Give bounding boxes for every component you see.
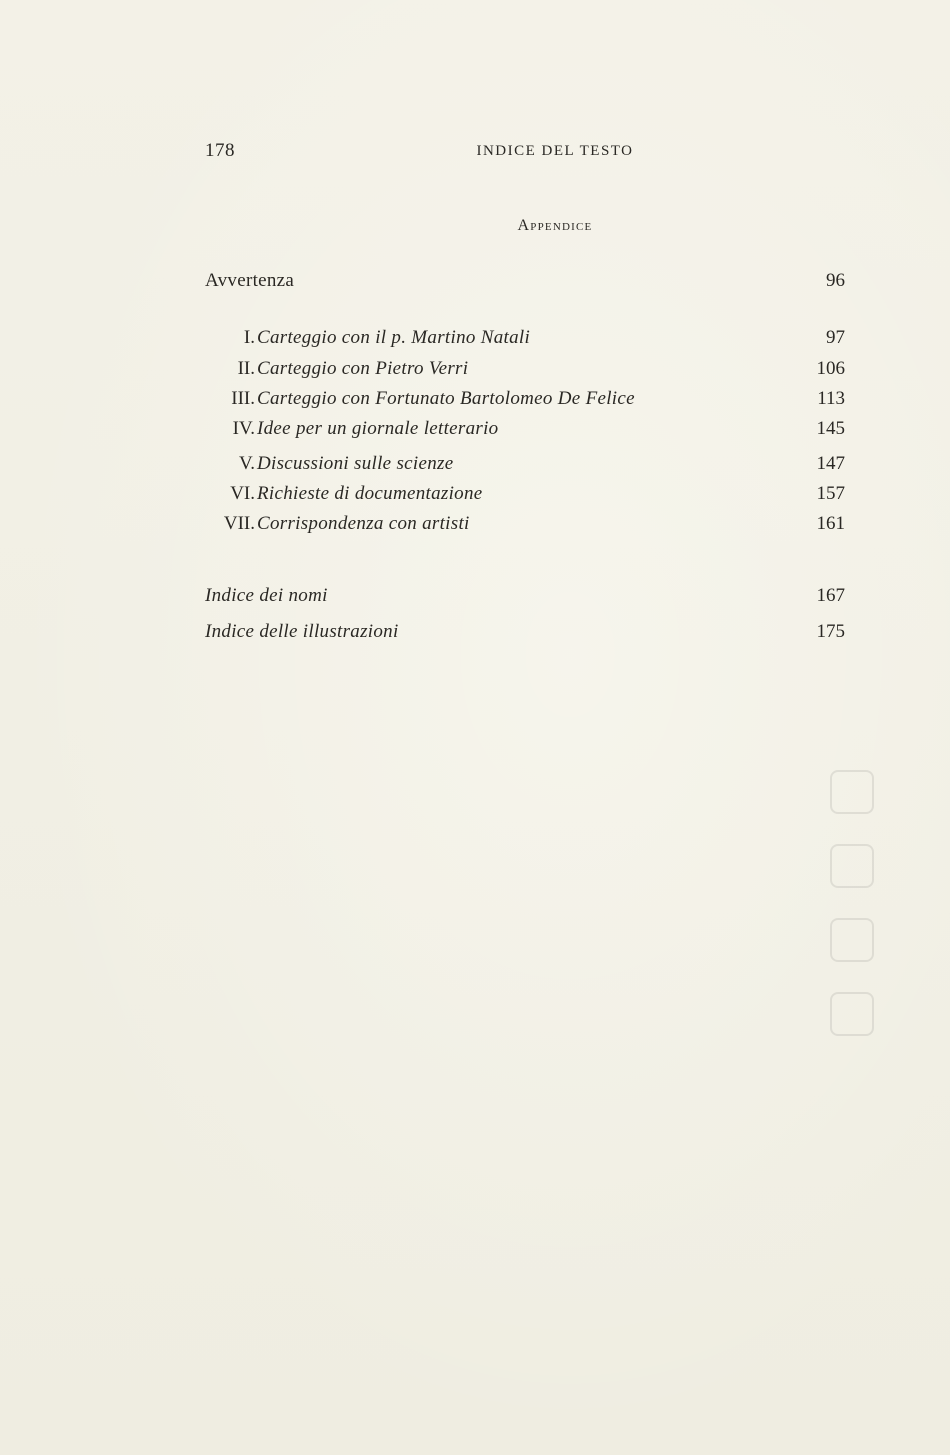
page-header (205, 140, 845, 164)
index-page: 167 (816, 585, 845, 606)
page-number: 178 (205, 140, 235, 161)
toc-entry-chapter (205, 325, 845, 351)
toc-entry-page: 96 (826, 270, 845, 291)
chapter-number: IV. (232, 418, 255, 439)
bleed-through-marks (720, 740, 870, 1260)
chapter-page: 145 (816, 418, 845, 439)
chapter-title: Carteggio con Fortunato Bartolomeo De Felice (257, 388, 635, 409)
chapter-page: 97 (826, 327, 845, 348)
toc-entry-chapter (205, 511, 845, 537)
toc-entry-title: Avvertenza (205, 270, 295, 291)
toc-entry-avvertenza (205, 268, 845, 294)
chapter-title: Carteggio con il p. Martino Natali (257, 327, 531, 348)
chapter-page: 161 (816, 513, 845, 534)
chapter-number: III. (231, 388, 255, 409)
chapter-title: Discussioni sulle scienze (257, 453, 454, 474)
chapter-number: V. (238, 453, 255, 474)
section-title: Appendice (517, 217, 593, 234)
chapter-number: I. (243, 327, 255, 348)
chapter-page: 147 (816, 453, 845, 474)
toc-entry-chapter (205, 481, 845, 507)
toc-entry-index (205, 583, 845, 609)
chapter-page: 157 (816, 483, 845, 504)
chapter-title: Carteggio con Pietro Verri (257, 358, 469, 379)
chapter-title: Richieste di documentazione (257, 483, 483, 504)
chapter-number: VI. (230, 483, 255, 504)
chapter-title: Corrispondenza con artisti (257, 513, 470, 534)
toc-entry-chapter (205, 386, 845, 412)
chapter-number: VII. (223, 513, 255, 534)
index-title: Indice delle illustrazioni (205, 621, 399, 642)
chapter-page: 113 (817, 388, 845, 409)
index-title: Indice dei nomi (205, 585, 328, 606)
running-head: INDICE DEL TESTO (476, 143, 634, 159)
toc-entry-chapter (205, 416, 845, 442)
toc-entry-index (205, 619, 845, 645)
chapter-page: 106 (816, 358, 845, 379)
index-page: 175 (816, 621, 845, 642)
chapter-number: II. (237, 358, 255, 379)
toc-entry-chapter (205, 356, 845, 382)
toc-entry-chapter (205, 451, 845, 477)
chapter-title: Idee per un giornale letterario (257, 418, 499, 439)
